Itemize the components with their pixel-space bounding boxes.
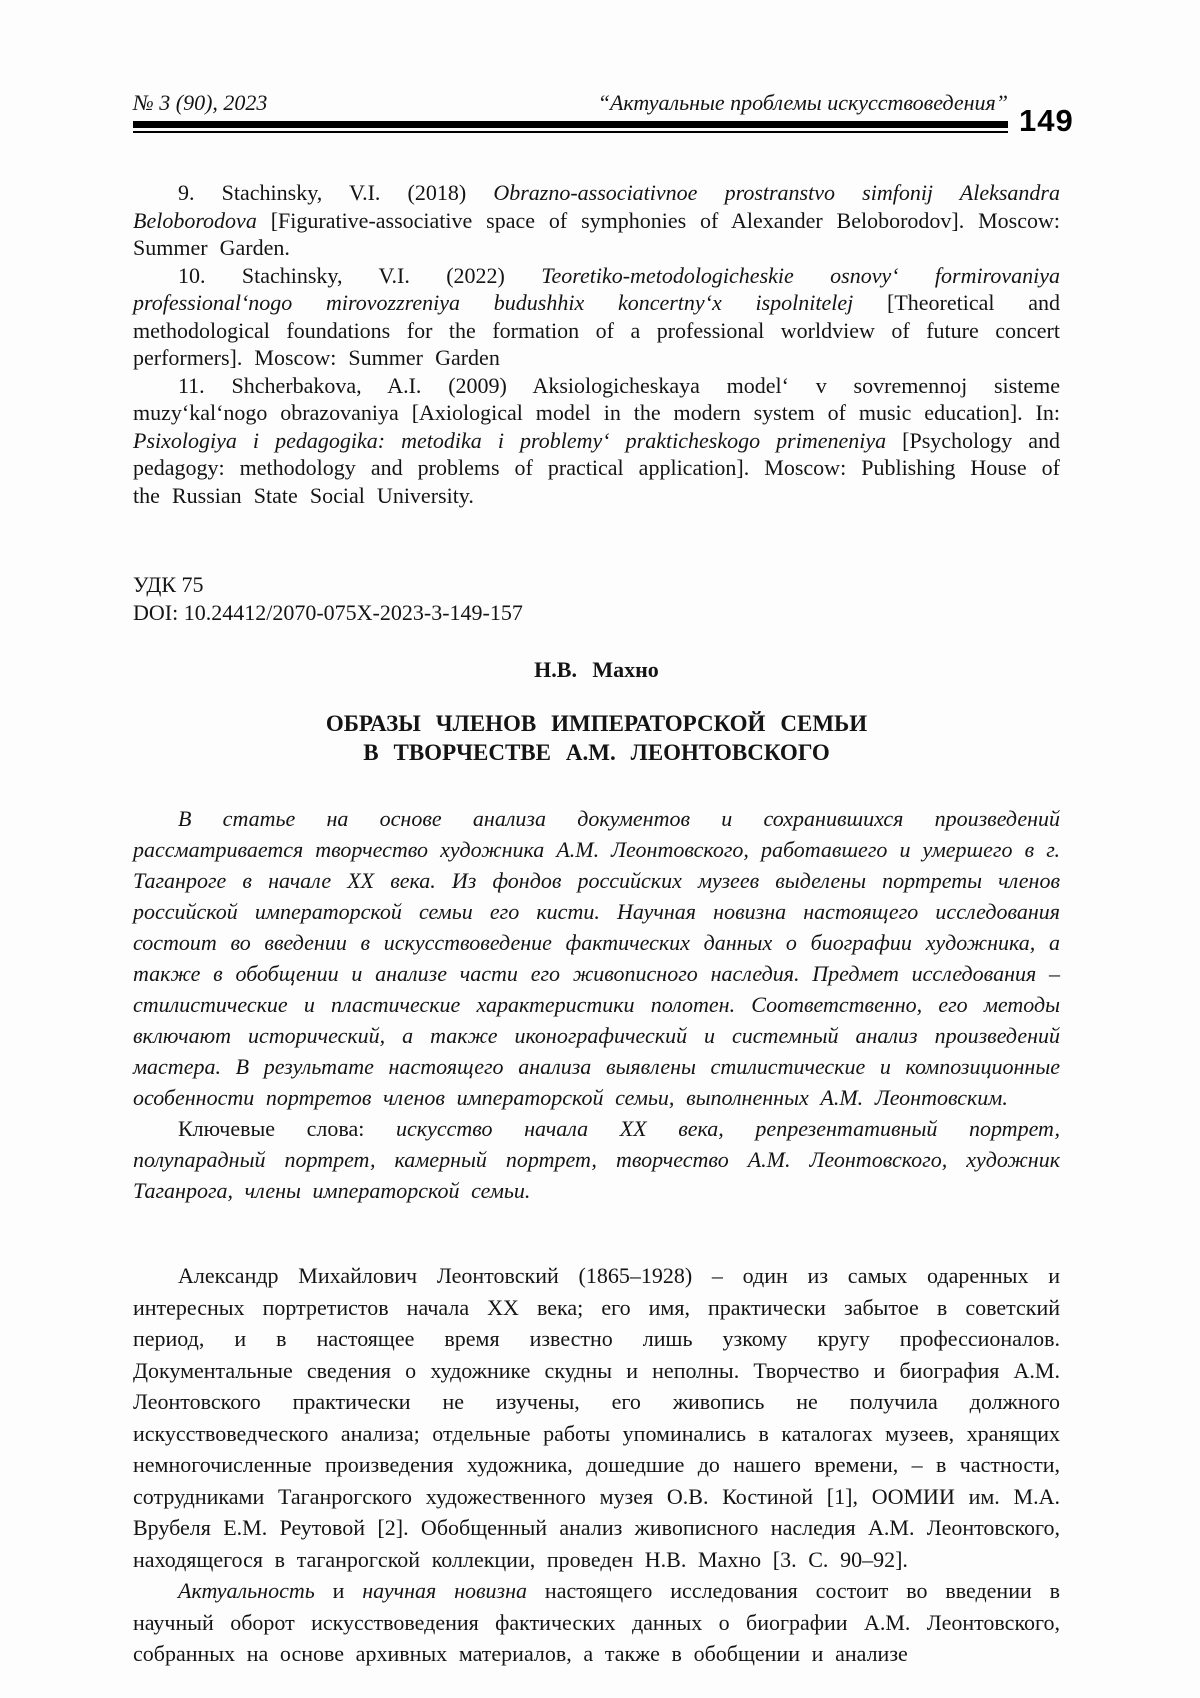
body-paragraph-2: Актуальность и научная новизна настоящего исследования состоит во введении в научный оборот искусствоведения фактических данных о биографии А.М. Леонтовского, собранных на основе архивных материалов, а также в обобщении и анализе: [133, 1578, 1060, 1666]
keywords-line: Ключевые слова: искусство начала XX века, репрезентативный портрет, полупарадный портрет, камерный портрет, творчество А.М. Леонтовского, художник Таганрога, члены императорской семьи.: [133, 1116, 1060, 1203]
reference-item-11: 11. Shcherbakova, A.I. (2009) Aksiologicheskaya model‘ v sovremennoj sisteme muzy‘kal‘nogo obrazovaniya [Axiological model in the modern system of music education]. In: Psixologiya i pedagogika: metodika i problemy‘ prakticheskogo primeneniya [Psychology and pedagogy: methodology and problems of practical application]. Moscow: Publishing House of the Russian State Social University.: [133, 372, 1060, 508]
running-head: [133, 90, 1008, 116]
reference-item-9: 9. Stachinsky, V.I. (2018) Obrazno-associativnoe prostranstvo simfonij Aleksandra Beloborodova [Figurative-associative space of symphonies of Alexander Beloborodov]. Moscow: Summer Garden.: [133, 180, 1060, 260]
issue-info: № 3 (90), 2023: [133, 90, 268, 115]
page-number: 149: [1019, 103, 1074, 138]
journal-title: “Актуальные проблемы искусствоведения”: [597, 90, 1008, 115]
article-title-line2: В ТВОРЧЕСТВЕ А.М. ЛЕОНТОВСКОГО: [363, 740, 830, 765]
page-header: [133, 90, 1074, 138]
udc-code: УДК 75: [133, 572, 204, 597]
header-rule-thin: [133, 131, 1008, 133]
article-title: [133, 709, 1060, 767]
references-list: [133, 179, 1060, 509]
abstract-text: В статье на основе анализа документов и сохранившихся произведений рассматривается творчество художника А.М. Леонтовского, работавшего и умершего в г. Таганроге в начале XX века. Из фондов российских музеев выделены портреты членов российской императорской семьи его кисти. Научная новизна настоящего исследования состоит во введении в искусствоведение фактических данных о биографии художника, а также в обобщении и анализе части его живописного наследия. Предмет исследования – стилистические и пластические характеристики полотен. Соответственно, его методы включают исторический, а также иконографический и системный анализ произведений мастера. В результате настоящего анализа выявлены стилистические и композиционные особенности портретов членов императорской семьи, выполненных А.М. Леонтовским.: [133, 806, 1060, 1110]
article-body: [133, 1260, 1060, 1670]
header-rule-thick: [133, 121, 1008, 128]
author-name: Н.В. Махно: [534, 657, 659, 682]
doi-line: DOI: 10.24412/2070-075X-2023-3-149-157: [133, 600, 523, 625]
article-title-line1: ОБРАЗЫ ЧЛЕНОВ ИМПЕРАТОРСКОЙ СЕМЬИ: [325, 711, 868, 736]
abstract-section: [133, 803, 1060, 1206]
body-paragraph-1: Александр Михайлович Леонтовский (1865–1928) – один из самых одаренных и интересных портретистов начала XX века; его имя, практически забытое в советский период, и в настоящее время известно лишь узкому кругу профессионалов. Документальные сведения о художнике скудны и неполны. Творчество и биография А.М. Леонтовского практически не изучены, его живопись не получила должного искусствоведческого анализа; отдельные работы упоминались в каталогах музеев, хранящих немногочисленные произведения художника, дошедшие до нашего времени, – в частности, сотрудниками Таганрогского художественного музея О.В. Костиной [1], ООМИИ им. М.А. Врубеля Е.М. Реутовой [2]. Обобщенный анализ живописного наследия А.М. Леонтовского, находящегося в таганрогской коллекции, проведен Н.В. Махно [3. С. 90–92].: [133, 1263, 1060, 1572]
article-meta: [133, 571, 1060, 627]
reference-item-10: 10. Stachinsky, V.I. (2022) Teoretiko-metodologicheskie osnovy‘ formirovaniya professional‘nogo mirovozzreniya budushhix koncertny‘x ispolnitelej [Theoretical and methodological foundations for the formation of a professional worldview of future concert performers]. Moscow: Summer Garden: [133, 262, 1060, 370]
